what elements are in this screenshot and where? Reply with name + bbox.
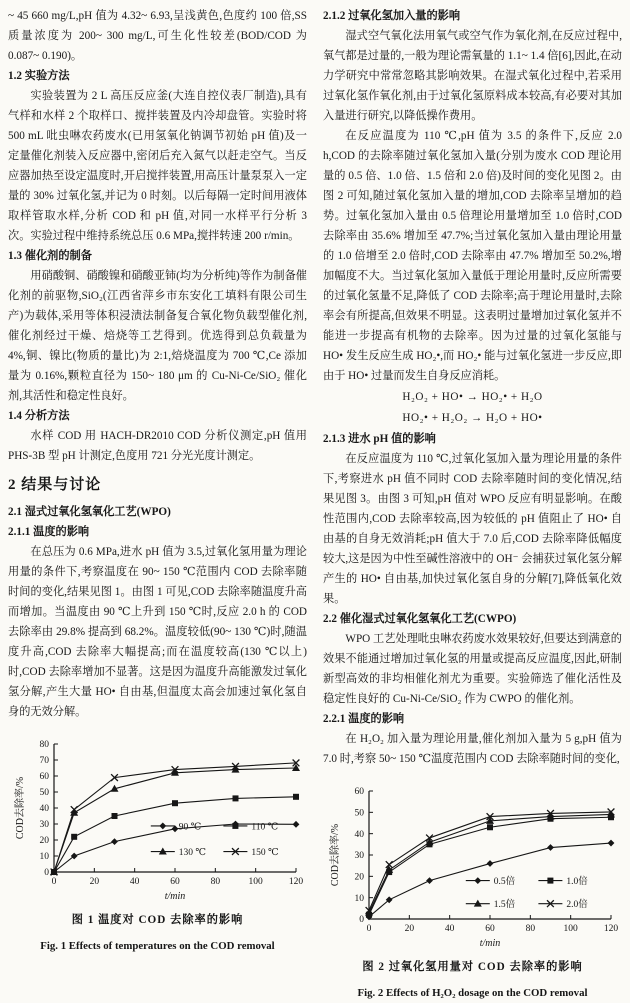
figure1-temperature-chart <box>12 736 304 906</box>
svg-text:0: 0 <box>358 915 364 926</box>
svg-text:50: 50 <box>39 788 49 799</box>
svg-text:70: 70 <box>39 756 49 767</box>
heading-2-1-3-influent-ph-effect: 2.1.3 进水 pH 值的影响 <box>323 433 436 445</box>
paragraph-wastewater-properties: ~ 45 660 mg/L,pH 值为 4.32~ 6.93,呈浅黄色,色度约 100 倍,SS 质量浓度为 200~ 300 mg/L,可生化性较差(BOD/COD 为 0.087~ 0.190)。 <box>8 10 307 62</box>
svg-text:80: 80 <box>210 877 220 887</box>
svg-text:40: 40 <box>354 829 364 840</box>
heading-2-1-2-h2o2-dosage-effect: 2.1.2 过氧化氢加入量的影响 <box>323 10 461 22</box>
svg-text:0: 0 <box>43 868 49 879</box>
svg-text:60: 60 <box>354 787 364 798</box>
svg-text:1.0倍: 1.0倍 <box>565 877 588 888</box>
svg-text:50: 50 <box>354 808 364 819</box>
svg-text:10: 10 <box>39 852 49 863</box>
figure2 <box>323 783 622 1003</box>
figure1 <box>8 736 307 956</box>
svg-text:100: 100 <box>248 877 263 887</box>
svg-text:120: 120 <box>288 877 303 887</box>
svg-text:20: 20 <box>89 877 99 887</box>
heading-2-1-1-temperature-effect: 2.1.1 温度的影响 <box>8 526 90 538</box>
figure2-caption-zh: 图 2 过氧化氢用量对 COD 去除率的影响 <box>362 961 583 973</box>
svg-text:0.5倍: 0.5倍 <box>493 877 515 888</box>
paragraph-experimental-method: 实验装置为 2 L 高压反应釜(大连自控仪表厂制造),具有气样和水样 2 个取样口、搅拌装置及内冷却盘管。实验时将 500 mL 吡虫啉农药废水(已用氢氧化钠调节初始 pH 值)及一定量催化剂装入反应器中,密闭后充入氮气以赶走空气。当反应器加热至设定温度时,开启搅拌装置,用高压计量泵泵入一定量的 30% 过氧化氢,并记为 0 时刻。以后每隔一定时间用液体取样管取水样,分析 COD 和 pH 值,对同一水样平行分析 3 次。实验过程中维持系统总压 0.6 MPa,搅拌转速 200 r/min。 <box>8 90 307 242</box>
svg-text:1.5倍: 1.5倍 <box>493 900 515 911</box>
svg-text:40: 40 <box>444 924 454 934</box>
equation-ho2-h2o2: HO₂• + H₂O₂ → H₂O + HO• <box>402 412 543 424</box>
svg-text:60: 60 <box>39 772 49 783</box>
svg-text:t/min: t/min <box>164 891 185 902</box>
svg-text:130 ℃: 130 ℃ <box>178 848 206 859</box>
svg-text:60: 60 <box>169 877 180 887</box>
heading-2-2-cwpo-process: 2.2 催化湿式过氧化氢氧化工艺(CWPO) <box>323 613 517 625</box>
heading-1-3-catalyst-preparation: 1.3 催化剂的制备 <box>8 250 92 262</box>
paragraph-h2o2-dosage-intro: 湿式空气氧化法用氧气或空气作为氧化剂,在反应过程中,氧气都是过量的,一般为理论需氧量的 1.1~ 1.4 倍[6],因此,在动力学研究中常常忽略其影响效果。在湿式氧化过程中,若采用过氧化氢作氧化剂,由于过氧化氢原料成本较高,有必要对其加入量进行研究,以降低操作费用。 <box>323 30 622 122</box>
paragraph-cwpo-temperature: 在 H₂O₂ 加入量为理论用量,催化剂加入量为 5 g,pH 值为 7.0 时,考察 50~ 150 ℃温度范围内 COD 去除率随时间的变化, <box>323 733 622 765</box>
equation-h2o2-ho-radical: H₂O₂ + HO• → HO₂• + H₂O <box>402 391 543 403</box>
svg-text:20: 20 <box>354 872 364 883</box>
paragraph-cwpo-intro: WPO 工艺处理吡虫啉农药废水效果较好,但要达到满意的效果不能通过增加过氧化氢的用量或提高反应温度,因此,研制新型高效的非均相催化剂尤为重要。实验筛选了催化活性及稳定性良好的 Cu-Ni-Ce/SiO₂ 作为 CWPO 的催化剂。 <box>323 633 622 705</box>
svg-text:COD去除率/%: COD去除率/% <box>329 823 341 887</box>
figure1-caption-zh: 图 1 温度对 COD 去除率的影响 <box>71 914 244 926</box>
svg-text:40: 40 <box>129 877 139 887</box>
svg-text:2.0倍: 2.0倍 <box>565 900 588 911</box>
svg-text:80: 80 <box>525 924 535 934</box>
right-column <box>323 6 622 999</box>
svg-text:120: 120 <box>603 924 618 934</box>
heading-2-results-discussion: 2 结果与讨论 <box>8 477 102 493</box>
svg-text:60: 60 <box>484 924 495 934</box>
svg-text:20: 20 <box>404 924 414 934</box>
svg-text:90 ℃: 90 ℃ <box>178 822 201 833</box>
paragraph-analysis-method: 水样 COD 用 HACH-DR2010 COD 分析仪测定,pH 值用 PHS-3B 型 pH 计测定,色度用 721 分光光度计测定。 <box>8 430 307 462</box>
svg-text:0: 0 <box>51 877 56 887</box>
svg-text:t/min: t/min <box>479 938 500 949</box>
heading-1-4-analysis-method: 1.4 分析方法 <box>8 410 70 422</box>
svg-text:COD去除率/%: COD去除率/% <box>14 776 26 840</box>
svg-text:80: 80 <box>39 740 49 751</box>
left-column <box>8 6 307 952</box>
svg-text:30: 30 <box>354 851 364 862</box>
heading-1-2-experimental-method: 1.2 实验方法 <box>8 70 70 82</box>
svg-text:30: 30 <box>39 820 49 831</box>
paragraph-temperature-effect: 在总压为 0.6 MPa,进水 pH 值为 3.5,过氧化氢用量为理论用量的条件下,考察温度在 90~ 150 ℃范围内 COD 去除率随时间的变化,结果见图 1。由图 1 可见,COD 去除率随温度升高而增加。当温度由 90 ℃上升到 150 ℃时,反应 2.0 h 的 COD 去除率由 29.8% 提高到 68.2%。温度较低(90~ 130 ℃)时,随温度升高,COD 去除率大幅提高;而在温度较高(130 ℃以上)时,COD 去除率增加不显著。这是因为温度升高能激发过氧化氢分解,产生大量 HO• 自由基,但温度太高会加速过氧化氢自身的无效分解。 <box>8 546 307 718</box>
paragraph-catalyst-preparation: 用硝酸铜、硝酸镍和硝酸亚铈(均为分析纯)等作为制备催化剂的前驱物,SiO₂(江西省萍乡市东安化工填料有限公司生产)为载体,采用等体积浸渍法制备复合氧化物负载型催化剂,催化剂经过干燥、焙烧等工艺得到。优选得到总负载量为 4%,铜、镍比(物质的量比)为 2:1,焙烧温度为 700 ℃,Ce 添加量为 0.16%,颗粒直径为 150~ 180 μm 的 Cu-Ni-Ce/SiO₂ 催化剂,其活性和稳定性良好。 <box>8 270 307 402</box>
paragraph-ph-effect: 在反应温度为 110 ℃,过氧化氢加入量为理论用量的条件下,考察进水 pH 值不同时 COD 去除率随时间的变化情况,结果见图 3。由图 3 可知,pH 值对 WPO 反应有明显影响。在酸性范围内,COD 去除率较高,因为较低的 pH 值阻止了 HO• 自由基的自身无效消耗;pH 值大于 7.0 后,COD 去除率降低幅度较大,这是因为中性至碱性溶液中的 OH⁻ 会捕获过氧化氢分解产生的 HO• 自由基,加快过氧化氢自身的分解[7],降低氧化效果。 <box>323 453 622 605</box>
svg-text:40: 40 <box>39 804 49 815</box>
svg-text:20: 20 <box>39 836 49 847</box>
svg-text:0: 0 <box>366 924 371 934</box>
figure2-h2o2-dosage-chart <box>327 783 619 953</box>
svg-text:150 ℃: 150 ℃ <box>250 848 279 859</box>
heading-2-1-wpo-process: 2.1 湿式过氧化氢氧化工艺(WPO) <box>8 506 171 518</box>
svg-text:10: 10 <box>354 893 364 904</box>
paragraph-h2o2-dosage-results: 在反应温度为 110 ℃,pH 值为 3.5 的条件下,反应 2.0 h,COD 的去除率随过氧化氢加入量(分别为废水 COD 理论用量的 0.5 倍、1.0 倍、1.5 倍和 2.0 倍)及时间的变化见图 2。由图 2 可知,随过氧化氢加入量的增加,COD 去除率呈增加的趋势。过氧化氢加入量由 0.5 倍理论用量增加至 1.0 倍时,COD 去除率由 35.6% 增加至 47.7%;当过氧化氢加入量由理论用量的 1.0 倍增至 2.0 倍时,COD 去除率由 47.7% 增加至 50.2%,增加幅度不大。当过氧化氢加入量低于理论用量时,反应所需要的过氧化氢量不足,降低了 COD 去除率;高于理论用量时,去除率会有所提高,但效果不明显。这表明过量增加过氧化氢并不能进一步提高有机物的去除率。因为过量的过氧化氢能与 HO• 发生反应生成 HO₂•,而 HO₂• 能与过氧化氢进一步反应,即由于 HO• 过量而发生自身反应消耗。 <box>323 130 622 382</box>
heading-2-2-1-temperature-effect: 2.2.1 温度的影响 <box>323 713 405 725</box>
svg-text:110 ℃: 110 ℃ <box>250 822 278 833</box>
figure2-caption-en: Fig. 2 Effects of H₂O₂ dosage on the COD removal <box>357 987 588 999</box>
svg-text:100: 100 <box>563 924 578 934</box>
figure1-caption-en: Fig. 1 Effects of temperatures on the COD removal <box>40 940 275 952</box>
